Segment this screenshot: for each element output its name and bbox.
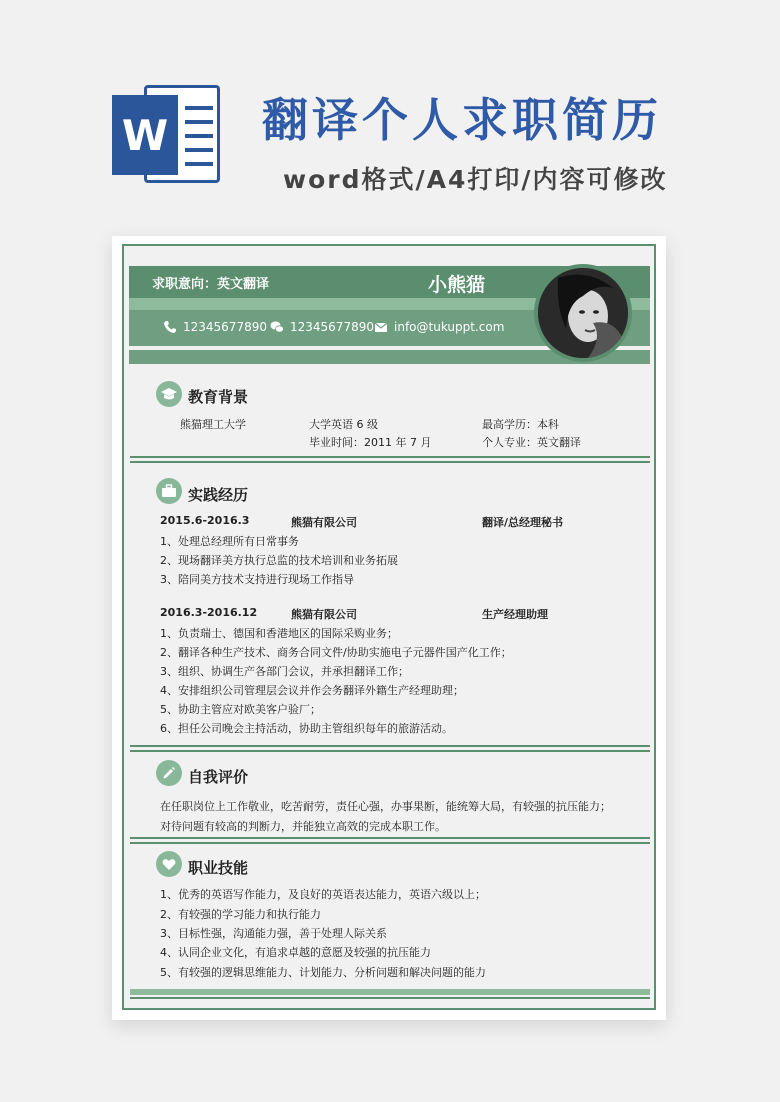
job-period: 2015.6-2016.3 (160, 514, 250, 527)
job-intent: 求职意向：英文翻译 (152, 277, 270, 292)
email-address: info@tukuppt.com (394, 320, 505, 334)
skill-item: 2、有较强的学习能力和执行能力 (160, 908, 321, 921)
job-duty: 4、安排组织公司管理层会议并作会务翻译外籍生产经理助理； (160, 684, 464, 697)
education-graduation: 毕业时间：2011 年 7 月 (309, 436, 432, 449)
job-duty: 2、翻译各种生产技术、商务合同文件/协助实施电子元器件国产化工作； (160, 646, 512, 659)
wechat-icon (270, 320, 284, 334)
job-duty: 6、担任公司晚会主持活动，协助主管组织每年的旅游活动。 (160, 722, 453, 735)
pencil-icon (156, 760, 182, 786)
section-divider (130, 745, 650, 752)
education-school: 熊猫理工大学 (180, 418, 246, 431)
section-divider (130, 456, 650, 463)
self-eval-line: 对待问题有较高的判断力，并能独立高效的完成本职工作。 (160, 820, 446, 833)
phone-icon (163, 320, 177, 334)
job-role: 翻译/总经理秘书 (482, 516, 564, 529)
self-eval-title: 自我评价 (188, 768, 249, 786)
job-duty: 1、处理总经理所有日常事务 (160, 535, 299, 548)
job-duty: 3、组织、协调生产各部门会议，并承担翻译工作； (160, 665, 409, 678)
word-letter: W (112, 95, 178, 175)
wechat-contact (270, 320, 374, 334)
footer-line (130, 997, 650, 999)
self-eval-line: 在任职岗位上工作敬业，吃苦耐劳，责任心强，办事果断，能统筹大局，有较强的抗压能力； (160, 800, 611, 813)
graduation-cap-icon (156, 381, 182, 407)
word-logo-icon (112, 85, 220, 185)
education-english-level: 大学英语 6 级 (309, 418, 378, 431)
mail-icon (374, 320, 388, 334)
job-duty: 5、协助主管应对欧美客户验厂； (160, 703, 321, 716)
email-contact (374, 320, 504, 334)
skill-item: 4、认同企业文化，有追求卓越的意愿及较强的抗压能力 (160, 946, 431, 959)
job-company: 熊猫有限公司 (291, 516, 357, 529)
skill-item: 3、目标性强，沟通能力强，善于处理人际关系 (160, 927, 387, 940)
job-duty: 1、负责瑞士、德国和香港地区的国际采购业务； (160, 627, 398, 640)
briefcase-icon (156, 478, 182, 504)
wechat-id: 12345677890 (290, 320, 374, 334)
job-period: 2016.3-2016.12 (160, 606, 258, 619)
education-degree: 最高学历：本科 (482, 418, 559, 431)
section-divider (130, 837, 650, 844)
education-title: 教育背景 (188, 388, 249, 406)
phone-contact (163, 320, 267, 334)
skill-item: 5、有较强的逻辑思维能力、计划能力、分析问题和解决问题的能力 (160, 966, 486, 979)
job-duty: 2、现场翻译美方执行总监的技术培训和业务拓展 (160, 554, 398, 567)
phone-number: 12345677890 (183, 320, 267, 334)
avatar (534, 264, 632, 362)
heart-icon (156, 851, 182, 877)
experience-title: 实践经历 (188, 486, 249, 504)
page-subtitle: word格式/A4打印/内容可修改 (283, 165, 668, 194)
job-duty: 3、陪同美方技术支持进行现场工作指导 (160, 573, 354, 586)
education-major: 个人专业：英文翻译 (482, 436, 581, 449)
footer-band (130, 989, 650, 995)
candidate-name: 小熊猫 (428, 274, 486, 296)
job-role: 生产经理助理 (482, 608, 548, 621)
job-company: 熊猫有限公司 (291, 608, 357, 621)
skills-title: 职业技能 (188, 859, 249, 877)
portrait-image (538, 268, 628, 358)
skill-item: 1、优秀的英语写作能力，及良好的英语表达能力，英语六级以上； (160, 888, 486, 901)
page-title: 翻译个人求职简历 (262, 93, 662, 147)
